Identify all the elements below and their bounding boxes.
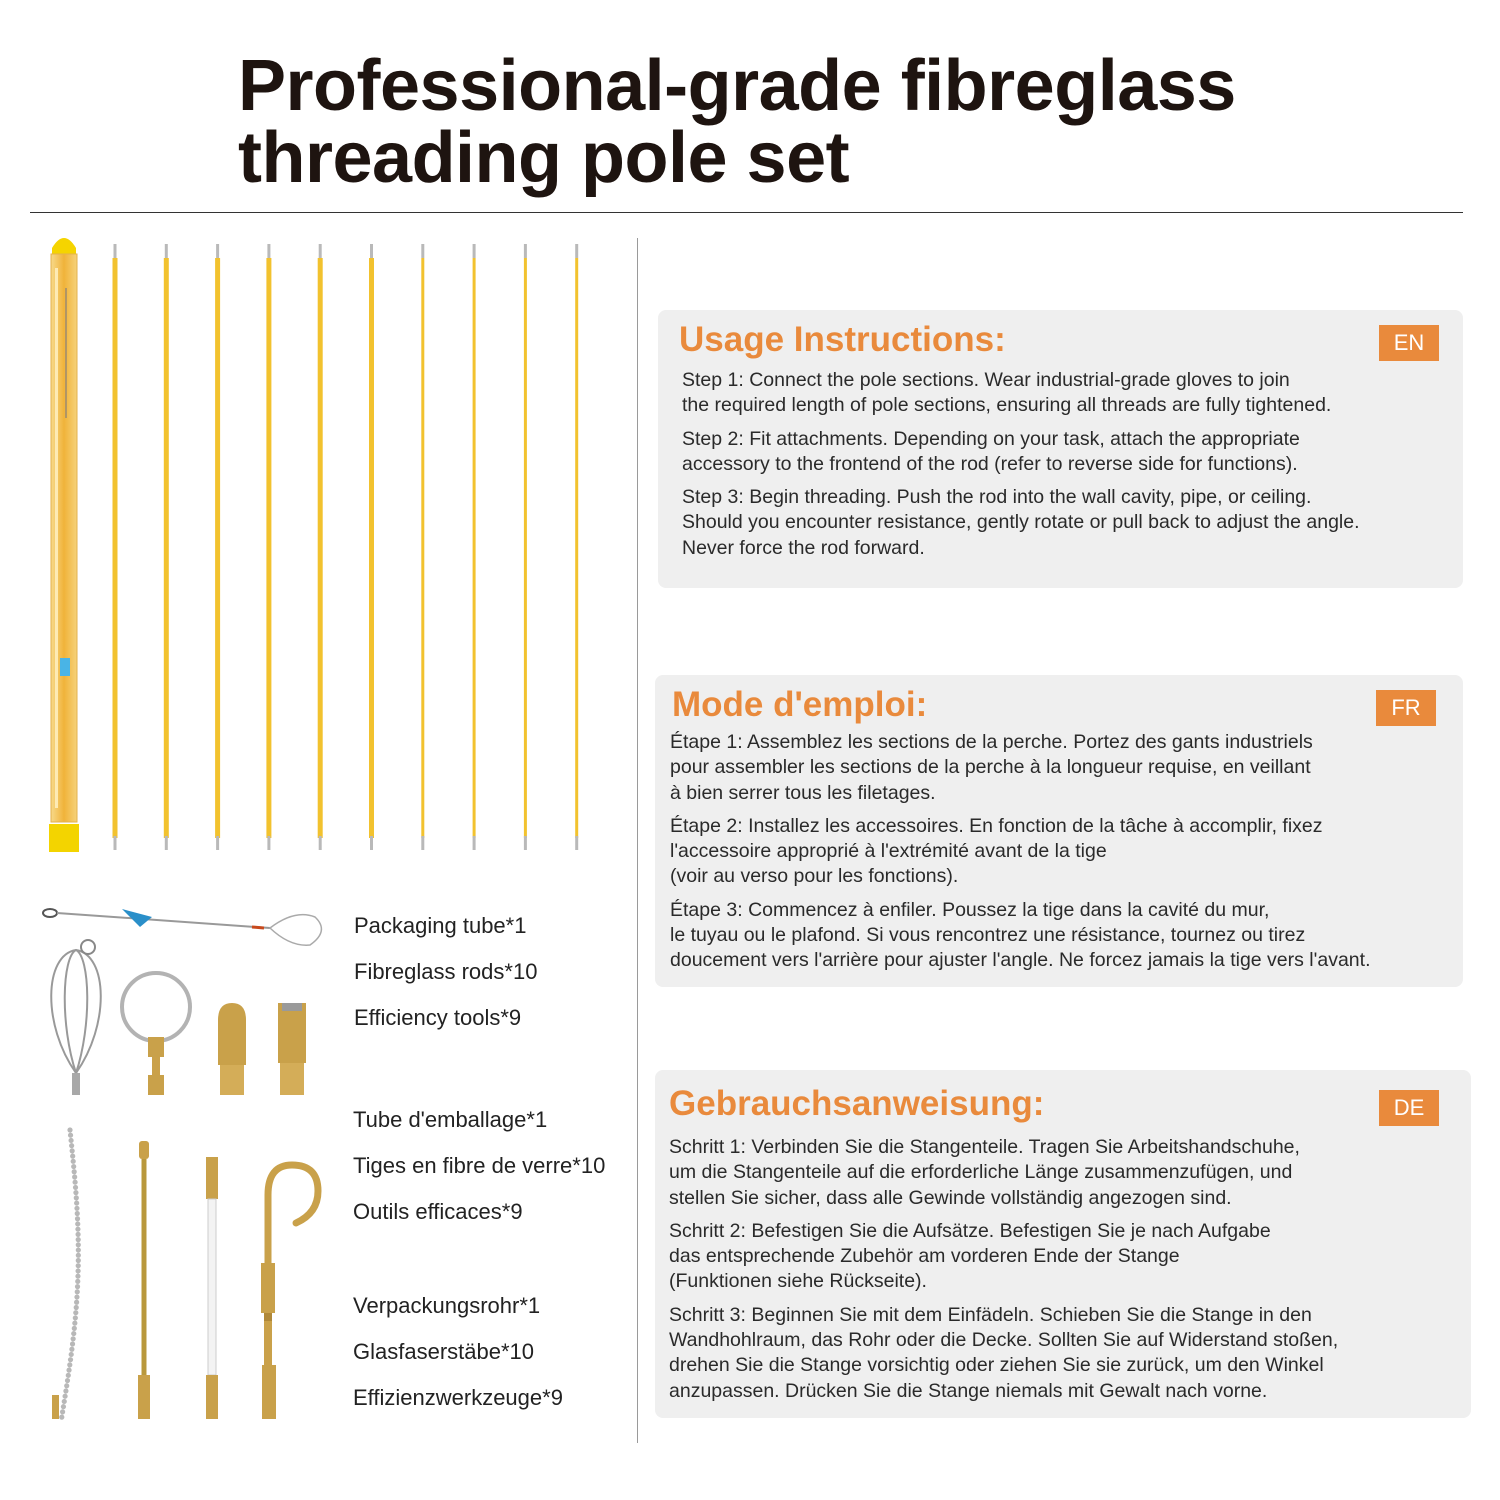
chain-bead (76, 1237, 81, 1242)
fibreglass-rod (421, 258, 424, 838)
step-label: Étape 1: (670, 731, 743, 753)
chain-bead (69, 1352, 74, 1357)
page-title (238, 46, 1458, 198)
chain-bead (68, 1357, 73, 1362)
chain-bead (75, 1216, 80, 1221)
step-text: Installez les accessoires. En fonction de la tâche à accomplir, fixez (748, 814, 1323, 837)
step-line (669, 1160, 1338, 1185)
chain-bead (73, 1185, 78, 1190)
step-2 (682, 427, 1360, 478)
fibreglass-rod (369, 258, 374, 838)
chain-bead (72, 1174, 77, 1179)
step-text: um die Stangenteile auf die erforderliche Länge zusammenzufügen, und (669, 1161, 1293, 1184)
fibreglass-rod (575, 258, 578, 838)
list-item: Efficiency tools*9 (354, 1005, 522, 1030)
rod-tip (114, 244, 117, 258)
chain-bead (74, 1300, 79, 1305)
contents-list-de (353, 1283, 563, 1421)
step-2 (669, 1219, 1338, 1295)
step-line (682, 368, 1360, 393)
chain-bead (75, 1227, 80, 1232)
rod-tip (216, 836, 219, 850)
instructions-panel-fr (655, 675, 1463, 987)
rod-tip (421, 836, 424, 850)
chain-bead (66, 1368, 71, 1373)
fibreglass-rod (524, 258, 527, 838)
title-divider (30, 212, 1463, 213)
chain-bead (73, 1310, 78, 1315)
step-line (670, 730, 1371, 755)
instructions-panel-en (658, 310, 1463, 588)
step-text: anzupassen. Drücken Sie die Stange niemals mit Gewalt nach vorne. (669, 1379, 1268, 1402)
chain-bead (66, 1373, 71, 1378)
step-line (669, 1186, 1338, 1211)
step-text: Begin threading. Push the rod into the wall cavity, pipe, or ceiling. (749, 486, 1312, 509)
rod-tip (319, 244, 322, 258)
step-text: Fit attachments. Depending on your task, attach the appropriate (749, 427, 1300, 450)
step-text: das entsprechende Zubehör am vorderen Ende der Stange (669, 1245, 1180, 1268)
step-text: le tuyau ou le plafond. Si vous rencontrez une résistance, tournez ou tirez (670, 924, 1306, 947)
step-line (682, 536, 1360, 561)
rod-tip (165, 244, 168, 258)
step-line (682, 510, 1360, 535)
step-line (670, 898, 1371, 923)
step-line (669, 1244, 1338, 1269)
spring-tip-attachment (138, 1141, 150, 1419)
chain-bead (68, 1138, 73, 1143)
chain-bead (68, 1133, 73, 1138)
step-line (682, 452, 1360, 477)
chain-bead (62, 1394, 67, 1399)
fibreglass-rod (266, 258, 271, 838)
tools-image (30, 895, 330, 1425)
step-line (669, 1219, 1338, 1244)
steps-list (670, 730, 1371, 982)
rod-tip (319, 836, 322, 850)
rod-tip (267, 836, 270, 850)
bullet-attachment (218, 1003, 246, 1095)
step-1 (669, 1135, 1338, 1211)
chain-bead (75, 1221, 80, 1226)
step-3 (682, 485, 1360, 561)
step-text: Befestigen Sie die Aufsätze. Befestigen Sie je nach Aufgabe (751, 1219, 1271, 1242)
contents-list-fr (353, 1097, 605, 1235)
panel-heading: Usage Instructions: (679, 320, 1006, 359)
step-text: Assemblez les sections de la perche. Portez des gants industriels (746, 731, 1313, 753)
fibreglass-rods (113, 244, 579, 850)
step-label: Step 3: (682, 486, 744, 509)
list-item: Verpackungsrohr*1 (353, 1293, 541, 1318)
step-line (670, 814, 1371, 839)
step-line (670, 948, 1371, 973)
page-title-line-1: Professional-grade fibreglass (238, 46, 1236, 126)
language-badge: FR (1376, 690, 1436, 726)
step-2 (670, 814, 1371, 890)
step-3 (669, 1303, 1338, 1404)
rod-tip (524, 836, 527, 850)
chain-bead (59, 1415, 64, 1420)
step-line (670, 755, 1371, 780)
fibreglass-rod (113, 258, 118, 838)
step-line (669, 1135, 1338, 1160)
chain-bead (70, 1154, 75, 1159)
list-item: Outils efficaces*9 (353, 1199, 523, 1224)
step-text: drehen Sie die Stange vorsichtig oder ziehen Sie sie zurück, um den Winkel (669, 1354, 1324, 1377)
fibreglass-rod (318, 258, 323, 838)
rod-tip (370, 836, 373, 850)
rod-tip (524, 244, 527, 258)
chain-bead (76, 1242, 81, 1247)
rod-tip (370, 244, 373, 258)
list-item: Packaging tube*1 (354, 913, 527, 938)
step-text: à bien serrer tous les filetages. (670, 781, 936, 804)
chain-bead (74, 1294, 79, 1299)
page-title-line-2: threading pole set (238, 118, 850, 198)
step-line (669, 1353, 1338, 1378)
step-text: Verbinden Sie die Stangenteile. Tragen Sie Arbeitshandschuhe, (751, 1136, 1300, 1158)
chain-bead (76, 1268, 81, 1273)
step-line (682, 427, 1360, 452)
language-badge: DE (1379, 1090, 1439, 1126)
contents-list-en (354, 903, 537, 1041)
chain-bead (67, 1362, 72, 1367)
step-text: pour assembler les sections de la perche à la longueur requise, en veillant (670, 756, 1311, 779)
ring-attachment (122, 973, 190, 1095)
list-item: Effizienzwerkzeuge*9 (353, 1385, 563, 1410)
step-label: Étape 2: (670, 814, 743, 837)
chain-bead (72, 1169, 77, 1174)
chain-bead (75, 1289, 80, 1294)
step-line (682, 393, 1360, 418)
language-badge: EN (1379, 325, 1439, 361)
chain-bead (74, 1305, 79, 1310)
chain-bead (76, 1258, 81, 1263)
threaded-connector (278, 1003, 306, 1095)
list-item: Fibreglass rods*10 (354, 959, 538, 984)
step-text: Connect the pole sections. Wear industrial-grade gloves to join (749, 369, 1290, 391)
chain-bead (63, 1388, 68, 1393)
chain-bead (71, 1331, 76, 1336)
chain-bead (65, 1378, 70, 1383)
step-label: Schritt 2: (669, 1219, 746, 1242)
chain-bead (72, 1326, 77, 1331)
step-text: Should you encounter resistance, gently rotate or pull back to adjust the angle. (682, 511, 1360, 534)
chain-bead (74, 1195, 79, 1200)
panel-heading: Mode d'emploi: (672, 685, 928, 724)
chain-bead (69, 1143, 74, 1148)
step-line (670, 781, 1371, 806)
rod-tip (114, 836, 117, 850)
step-line (669, 1379, 1338, 1404)
step-line (670, 864, 1371, 889)
flexible-tip-attachment (206, 1157, 218, 1419)
step-3 (670, 898, 1371, 974)
fibreglass-rod (164, 258, 169, 838)
step-1 (670, 730, 1371, 806)
chain-bead (75, 1211, 80, 1216)
step-text: (Funktionen siehe Rückseite). (669, 1270, 927, 1293)
chain-bead (71, 1164, 76, 1169)
step-label: Schritt 1: (669, 1136, 746, 1158)
chain-bead (76, 1247, 81, 1252)
step-line (670, 923, 1371, 948)
chain-bead (72, 1180, 77, 1185)
whisk-attachment (51, 940, 101, 1095)
steps-list (669, 1135, 1338, 1412)
chain-end-connector (52, 1395, 59, 1419)
chain-bead (75, 1279, 80, 1284)
chain-bead (75, 1274, 80, 1279)
chain-bead (72, 1321, 77, 1326)
chain-bead (64, 1383, 69, 1388)
chain-bead (73, 1190, 78, 1195)
packaging-tube (49, 238, 79, 852)
rods-image (30, 228, 600, 858)
step-text: doucement vers l'arrière pour ajuster l'angle. Ne forcez jamais la tige vers l'avant. (670, 949, 1371, 972)
rod-tip (267, 244, 270, 258)
rod-tip (216, 244, 219, 258)
instructions-panel-de (655, 1070, 1471, 1418)
step-text: stellen Sie sicher, dass alle Gewinde vollständig angezogen sind. (669, 1186, 1232, 1209)
panel-heading: Gebrauchsanweisung: (669, 1084, 1045, 1123)
step-line (669, 1269, 1338, 1294)
chain-bead (75, 1232, 80, 1237)
step-text: (voir au verso pour les fonctions). (670, 865, 959, 888)
chain-bead (76, 1253, 81, 1258)
step-1 (682, 368, 1360, 419)
bead-chain-attachment (52, 1127, 81, 1419)
chain-bead (70, 1341, 75, 1346)
step-label: Schritt 3: (669, 1303, 746, 1326)
chain-bead (69, 1347, 74, 1352)
steps-list (682, 368, 1360, 569)
rod-tip (575, 244, 578, 258)
step-text: Beginnen Sie mit dem Einfädeln. Schieben Sie die Stange in den (751, 1303, 1312, 1326)
step-text: accessory to the frontend of the rod (refer to reverse side for functions). (682, 452, 1298, 475)
step-text: the required length of pole sections, ensuring all threads are fully tightened. (682, 394, 1332, 417)
rod-tip (421, 244, 424, 258)
step-text: Never force the rod forward. (682, 536, 925, 559)
chain-bead (74, 1206, 79, 1211)
chain-bead (67, 1127, 72, 1132)
chain-bead (75, 1284, 80, 1289)
chain-bead (62, 1399, 67, 1404)
step-label: Step 1: (682, 369, 744, 391)
rod-tip (575, 836, 578, 850)
step-line (669, 1328, 1338, 1353)
chain-bead (60, 1409, 65, 1414)
chain-bead (71, 1336, 76, 1341)
chain-bead (74, 1200, 79, 1205)
rod-tip (473, 836, 476, 850)
step-label: Étape 3: (670, 898, 743, 921)
rod-tip (165, 836, 168, 850)
fibreglass-rod (473, 258, 476, 838)
fibreglass-rod (215, 258, 220, 838)
list-item: Glasfaserstäbe*10 (353, 1339, 534, 1364)
chain-bead (73, 1315, 78, 1320)
list-item: Tube d'emballage*1 (353, 1107, 548, 1132)
step-text: l'accessoire approprié à l'extrémité avant de la tige (670, 840, 1107, 863)
rod-tip (473, 244, 476, 258)
column-divider (637, 238, 638, 1443)
step-line (670, 839, 1371, 864)
list-item: Tiges en fibre de verre*10 (353, 1153, 606, 1178)
step-text: Commencez à enfiler. Poussez la tige dans la cavité du mur, (748, 898, 1270, 921)
step-line (682, 485, 1360, 510)
step-line (669, 1303, 1338, 1328)
chain-bead (76, 1263, 81, 1268)
chain-bead (70, 1148, 75, 1153)
step-label: Step 2: (682, 427, 744, 450)
step-text: Wandhohlraum, das Rohr oder die Decke. Sollten Sie auf Widerstand stoßen, (669, 1329, 1339, 1352)
chain-bead (71, 1159, 76, 1164)
chain-bead (61, 1404, 66, 1409)
hook-attachment (261, 1165, 318, 1419)
